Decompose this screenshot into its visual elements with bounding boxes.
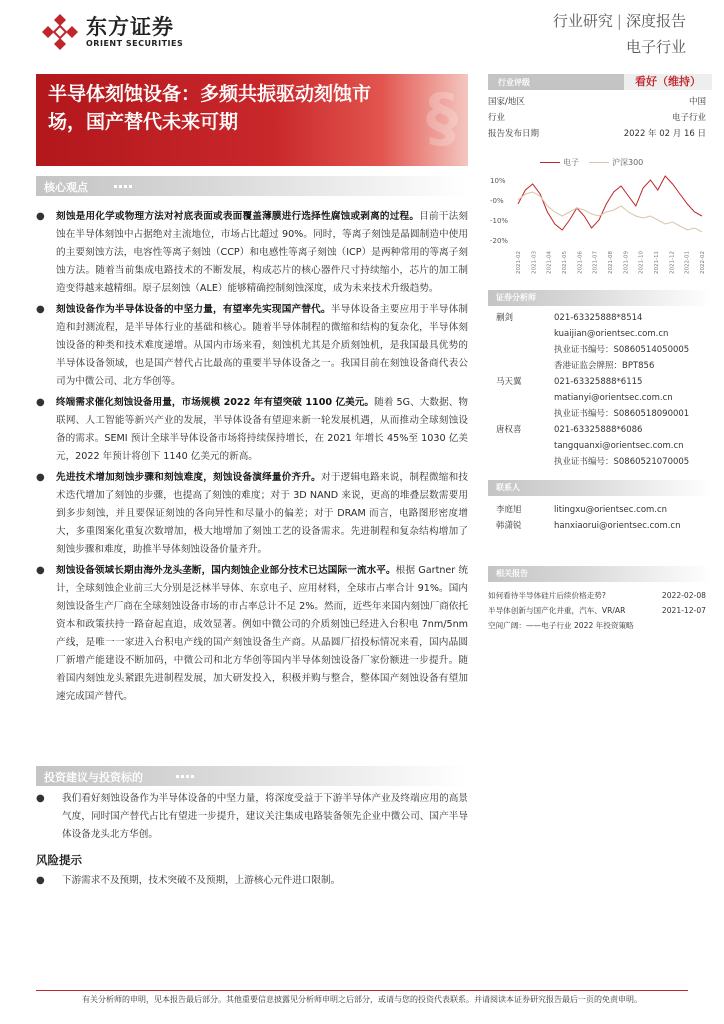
risk-title: 风险提示 [36,853,82,867]
analyst-name [488,342,554,358]
y-tick-label: -20% [490,237,509,245]
analyst-name: 唐权喜 [496,425,522,435]
bullet-text: 对于逻辑电路来说，制程微缩和技术迭代增加了刻蚀的步骤，也提高了刻蚀的难度；对于 3D NAND 来说，更高的堆叠层数需要用到多步刻蚀，并且要保证刻蚀的各向异性和尽量小的偏差；对于 DRAM 而言，电路图形密度增大，多重图案化重复次数增加，极大地增加了刻蚀工艺的设备需求。先进制程和复杂结构增加了刻蚀步骤和难度，助推半导体刻蚀设备价量齐升。 [56,472,469,555]
x-tick-label: 2021-02 [516,251,522,274]
related-header [488,566,712,582]
x-tick-label: 2021-03 [531,251,538,274]
related-report-item[interactable] [488,588,712,603]
related-report-item[interactable] [488,618,712,633]
related-report-title[interactable]: 如何看待半导体硅片后续价格走势? [488,591,606,600]
analyst-row [488,438,712,454]
analyst-name [488,358,554,374]
bullet-text: 下游需求不及预期，技术突破不及预期，上游核心元件进口限制。 [62,875,341,886]
analyst-info: 香港证监会牌照：BPT856 [554,361,655,371]
bullet-heading: 刻蚀是用化学或物理方法对衬底表面或表面覆盖薄膜进行选择性腐蚀或剥离的过程。 [56,211,420,222]
x-tick-label: 2021-07 [592,251,599,274]
logo-en-text: ORIENT SECURITIES [86,39,184,48]
rating-row [488,126,712,142]
contact-email[interactable]: litingxu@orientsec.com.cn [554,505,668,515]
analyst-name [488,390,554,406]
analyst-info: 021-63325888*6086 [554,425,643,435]
x-tick-label: 2021-04 [546,251,553,274]
x-tick-label: 2021-09 [623,251,630,274]
performance-chart-svg [488,170,712,280]
report-type [553,10,686,31]
bullet-icon: ● [36,565,45,576]
invest-header [36,766,468,786]
bullet-text: 半导体设备主要应用于半导体制造和封测流程，是半导体行业的基础和核心。随着半导体制程的微缩和结构的复杂化，半导体刻蚀设备的种类和技术难度递增。从国内市场来看，刻蚀机尤其是介质刻蚀机，是我国最具优势的半导体设备领域，也是国产替代占比最高的重要半导体设备之一。我国目前在刻蚀设备商代表公司为中微公司、北方华创等。 [56,304,469,387]
contacts-list [488,502,712,534]
analyst-info: 执业证书编号：S0860514050005 [554,345,690,355]
analyst-row [488,374,712,390]
analyst-row [488,342,712,358]
analyst-row [488,454,712,470]
analyst-info: 执业证书编号：S0860521070005 [554,457,690,467]
related-report-item[interactable] [488,603,712,618]
contacts-header [488,480,712,496]
core-bullet [36,394,468,466]
core-bullet [36,469,468,559]
performance-chart [488,170,712,280]
rating-key: 报告发布日期 [488,129,540,139]
rating-row [488,110,712,126]
report-industry: 电子行业 [625,38,686,56]
bullet-text: 随着 5G、大数据、物联网、人工智能等新兴产业的发展，半导体设备有望迎来新一轮发展机遇，从而推动全球刻蚀设备的需求。SEMI 预计全球半导体设备市场将持续保持增长，在 2021 年增长 45%至 1030 亿美元，2022 年预计将创下 1140 亿美元的新高。 [56,397,468,462]
page-header [0,0,724,70]
section-dots-icon [114,185,134,188]
analyst-email[interactable]: tangquanxi@orientsec.com.cn [554,441,684,451]
analyst-info: 021-63325888*8514 [554,313,643,323]
analysts-header [488,290,712,306]
contact-row [488,502,712,518]
core-bullet [36,208,468,298]
report-type-b: 深度报告 [625,12,686,30]
bullet-text: 根据 Gartner 统计，全球刻蚀企业前三大分别是泛林半导体、东京电子、应用材料，全球市占率合计 91%。国内刻蚀设备生产厂商在全球刻蚀设备市场的市占率总计不足 2%。然而，近些年来国内刻蚀厂商依托资本和政策扶持一路奋起直追，成效显著。例如中微公司的介质刻蚀已经进入台积电 7nm/5nm 产线，是唯一一家进入台积电产线的国产刻蚀设备生产商。从晶圆厂招投标情况来看，国内晶圆厂新增产能建设不断加码，中微公司和北方华创等国内半导体刻蚀设备厂家份额进一步提升。随着国内刻蚀龙头紧跟先进制程发展，加大研发投入，积极并购与整合，整体国产刻蚀设备有望加速完成国产替代。 [56,565,469,702]
legend-swatch-csi300 [589,162,609,163]
bullet-icon: ● [36,211,45,222]
bullet-icon: ● [36,793,45,804]
core-bullet [36,301,468,391]
analyst-name: 蒯剑 [496,313,514,323]
bullet-heading: 终端需求催化刻蚀设备用量，市场规模 2022 年有望突破 1100 亿美元。 [56,397,375,408]
bullet-text: 目前干法刻蚀在半导体刻蚀中占据绝对主流地位，市场占比超过 90%。同时，等离子刻蚀是晶圆制造中使用的主要刻蚀方法，电容性等离子刻蚀（CCP）和电感性等离子刻蚀（ICP）是两种常用的等离子刻蚀方法。随着当前集成电路技术的不断发展，构成芯片的核心器件尺寸持续缩小，芯片的加工制造变得越来越精细。原子层刻蚀（ALE）能够精确控制刻蚀深度，成为未来技术升级趋势。 [56,211,469,294]
section-dots-icon [176,775,196,778]
bullet-heading: 刻蚀设备作为半导体设备的中坚力量，有望率先实现国产替代。 [56,304,331,315]
bullet-icon: ● [36,875,45,886]
risk-bullets [36,872,468,893]
analyst-email[interactable]: kuaijian@orientsec.com.cn [554,329,669,339]
rating-bar [488,74,712,90]
y-tick-label: -10% [490,217,509,225]
x-tick-label: 2021-11 [654,251,660,274]
report-type-a: 行业研究 [552,12,613,30]
y-tick-label: 10% [490,177,506,185]
contact-name: 李庭旭 [496,505,522,515]
x-tick-label: 2021-10 [638,251,645,274]
company-logo [40,12,183,52]
rating-row [488,94,712,110]
core-bullets [36,208,468,709]
contact-name: 韩潇锐 [496,521,522,531]
banner-deco-icon: § [426,82,458,156]
core-header [36,176,468,196]
x-tick-label: 2022-01 [684,251,691,274]
y-tick-label: -0% [490,197,504,205]
rating-val: 2022 年 02 月 16 日 [623,129,706,139]
rating-val: 中国 [688,97,706,107]
title-line-2: 场，国产替代未来可期 [48,111,239,133]
rating-label: 行业评级 [498,78,530,87]
risk-bullet [36,872,468,890]
orient-logo-icon [40,12,80,52]
rating-val: 电子行业 [671,113,706,123]
bullet-heading: 刻蚀设备领域长期由海外龙头垄断，国内刻蚀企业部分技术已达国际一流水平。 [56,565,396,576]
report-title [48,80,428,136]
x-tick-label: 2021-06 [577,251,584,274]
bullet-icon: ● [36,397,45,408]
analyst-row [488,358,712,374]
analysts-list [488,310,712,470]
related-report-title[interactable]: 空间广阔：——电子行业 2022 年投资策略 [488,621,634,630]
title-line-1: 半导体刻蚀设备：多频共振驱动刻蚀市 [48,83,372,105]
rating-value: 看好（维持） [624,74,712,90]
bullet-icon: ● [36,472,45,483]
analyst-info: 执业证书编号：S0860518090001 [554,409,690,419]
title-banner [36,74,468,166]
x-tick-label: 2021-05 [562,251,568,274]
rating-key: 行业 [488,113,506,123]
related-report-date: 2022-02-08 [661,591,706,600]
related-label: 相关报告 [496,569,528,578]
bullet-icon: ● [36,304,45,315]
analyst-name [488,326,554,342]
footer-divider [36,990,688,991]
related-report-date [706,618,712,633]
core-bullet [36,562,468,706]
logo-cn-text: 东方证券 [86,15,174,39]
analyst-row [488,406,712,422]
x-tick-label: 2021-08 [608,251,614,274]
report-type-sep: | [616,12,622,30]
analyst-row [488,310,712,326]
legend-label-csi300: 沪深300 [612,158,644,167]
invest-bullet [36,790,468,844]
analyst-name [488,406,554,422]
contacts-label: 联系人 [496,483,520,492]
chart-legend [540,157,643,168]
footer-disclaimer: 有关分析师的申明，见本报告最后部分。其他重要信息披露见分析师申明之后部分，或请与您的投资代表联系。并请阅读本证券研究报告最后一页的免责申明。 [82,995,642,1004]
related-list [488,588,712,633]
related-report-date: 2021-12-07 [661,606,706,615]
rating-key: 国家/地区 [488,97,525,107]
invest-label: 投资建议与投资标的 [44,771,143,784]
analyst-row [488,326,712,342]
bullet-text: 我们看好刻蚀设备作为半导体设备的中坚力量，将深度受益于下游半导体产业及终端应用的高景气度，同时国产替代占比有望进一步提升，建议关注集成电路装备领先企业中微公司、国产半导体设备龙头北方华创。 [62,793,468,840]
analysts-label: 证券分析师 [496,293,536,302]
core-label: 核心观点 [44,181,88,194]
analyst-email[interactable]: matianyi@orientsec.com.cn [554,393,673,403]
legend-swatch-electronics [540,162,560,163]
analyst-info: 021-63325888*6115 [554,377,643,387]
contact-email[interactable]: hanxiaorui@orientsec.com.cn [554,521,681,531]
analyst-row [488,422,712,438]
rating-panel [488,74,712,142]
analyst-row [488,390,712,406]
analyst-name [488,438,554,454]
legend-label-electronics: 电子 [563,158,579,167]
x-tick-label: 2021-12 [669,251,676,274]
analyst-name [488,454,554,470]
x-tick-label: 2022-02 [700,251,706,274]
contact-row [488,518,712,534]
invest-bullets [36,790,468,847]
related-report-title[interactable]: 半导体创新与国产化并重，汽车、VR/AR [488,606,626,615]
bullet-heading: 先进技术增加刻蚀步骤和刻蚀难度，刻蚀设备演绎量价齐升。 [56,472,321,483]
analyst-name: 马天翼 [496,377,522,387]
